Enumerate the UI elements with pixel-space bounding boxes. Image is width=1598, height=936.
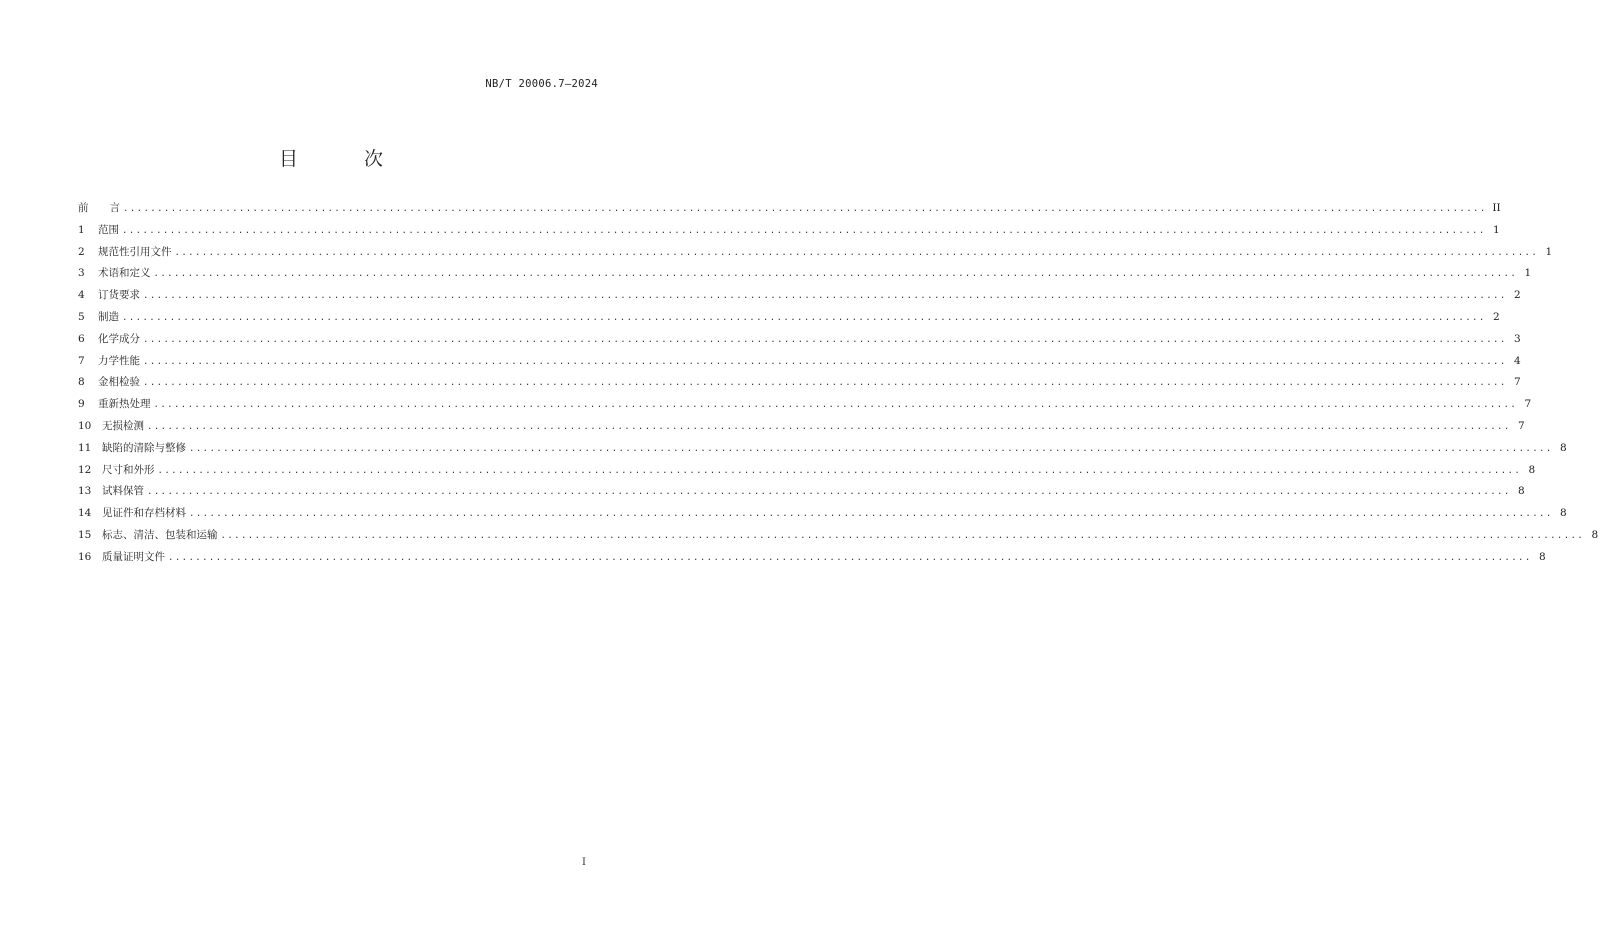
toc-entry-number: 11 [78, 441, 92, 454]
toc-entry-number: 7 [78, 354, 85, 367]
standard-code: NB/T 20006.7—2024 [485, 78, 598, 90]
toc-entry-label: 制造 [98, 310, 119, 323]
toc-entry-label: 规范性引用文件 [98, 245, 172, 258]
toc-entry-number: 16 [78, 550, 92, 563]
toc-entry-page: 8 [1518, 485, 1525, 498]
page-number: I [582, 857, 586, 868]
toc-entry[interactable] [78, 416, 1525, 438]
page-title: 目 次 [278, 148, 414, 170]
toc-entry[interactable] [78, 329, 1521, 351]
toc-leader-dots: ........................................................................................................................................................................................................ [147, 421, 1511, 432]
toc-entry[interactable] [78, 525, 1598, 547]
toc-entry-number: 14 [78, 507, 92, 520]
toc-entry-label: 前 言 [78, 202, 120, 214]
toc-entry-number: 9 [78, 398, 85, 411]
toc-entry-page: 8 [1539, 550, 1546, 563]
toc-entry[interactable] [78, 503, 1567, 525]
toc-leader-dots: ........................................................................................................................................................................................................ [147, 487, 1511, 498]
toc-leader-dots: ........................................................................................................................................................................................................ [123, 204, 1487, 214]
toc-entry[interactable] [78, 481, 1525, 503]
toc-entry-number: 5 [78, 310, 85, 323]
toc-entry[interactable] [78, 307, 1500, 329]
toc-entry-page: 7 [1514, 376, 1521, 389]
toc-leader-dots: ........................................................................................................................................................................................................ [143, 334, 1507, 345]
toc-entry-number: 4 [78, 289, 85, 302]
toc-entry-label: 缺陷的清除与整修 [102, 441, 186, 454]
toc-entry-number: 15 [78, 528, 92, 541]
toc-leader-dots: ........................................................................................................................................................................................................ [157, 465, 1522, 476]
toc-entry-page: 8 [1528, 463, 1536, 476]
toc-leader-dots: ........................................................................................................................................................................................................ [143, 291, 1507, 302]
toc-entry-number: 8 [78, 376, 85, 389]
toc-entry-page: 7 [1518, 419, 1525, 432]
toc-leader-dots: ........................................................................................................................................................................................................ [143, 356, 1507, 367]
toc-entry-page: 7 [1524, 398, 1532, 411]
toc-entry-label: 标志、清洁、包装和运输 [102, 528, 218, 541]
toc-leader-dots: ........................................................................................................................................................................................................ [174, 247, 1539, 258]
toc-entry[interactable] [78, 460, 1536, 482]
toc-entry-label: 金相检验 [98, 376, 140, 389]
toc-entry-label: 尺寸和外形 [102, 463, 155, 476]
toc-entry[interactable] [78, 438, 1567, 460]
toc-entry-label: 范围 [98, 223, 119, 236]
toc-entry-number: 6 [78, 332, 85, 345]
toc-entry-number: 10 [78, 419, 92, 432]
toc-entry-page: 4 [1514, 354, 1521, 367]
toc-leader-dots: ........................................................................................................................................................................................................ [122, 225, 1486, 236]
toc-entry-label: 见证件和存档材料 [102, 507, 186, 520]
toc-entry-label: 重新热处理 [98, 398, 151, 411]
toc-entry[interactable] [78, 263, 1532, 285]
toc-leader-dots: ........................................................................................................................................................................................................ [168, 552, 1532, 563]
toc-entry-page: 8 [1591, 528, 1598, 541]
toc-entry[interactable] [78, 198, 1501, 220]
toc-entry-page: 2 [1493, 310, 1500, 323]
toc-entry-page: 2 [1514, 289, 1521, 302]
toc-leader-dots: ........................................................................................................................................................................................................ [220, 530, 1585, 541]
toc-entry-page: 1 [1524, 267, 1532, 280]
toc-entry-page: 3 [1514, 332, 1521, 345]
toc-entry-label: 术语和定义 [98, 267, 151, 280]
toc-entry-label: 无损检测 [102, 419, 144, 432]
toc-leader-dots: ........................................................................................................................................................................................................ [143, 378, 1507, 389]
toc-entry-label: 质量证明文件 [102, 550, 165, 563]
toc-entry[interactable] [78, 285, 1521, 307]
toc-entry[interactable] [78, 220, 1500, 242]
toc-entry-number: 13 [78, 485, 92, 498]
toc-leader-dots: ........................................................................................................................................................................................................ [153, 400, 1518, 411]
toc-leader-dots: ........................................................................................................................................................................................................ [189, 509, 1553, 520]
toc-entry-label: 力学性能 [98, 354, 140, 367]
toc-entry[interactable] [78, 394, 1532, 416]
toc-entry-label: 订货要求 [98, 289, 140, 302]
toc-entry-page: 1 [1545, 245, 1553, 258]
toc-entry[interactable] [78, 351, 1521, 373]
toc-entry-page: 1 [1493, 223, 1500, 236]
toc-entry-label: 化学成分 [98, 332, 140, 345]
toc-entry[interactable] [78, 242, 1553, 264]
toc-entry-page: 8 [1560, 441, 1567, 454]
toc-entry-number: 1 [78, 223, 85, 236]
toc-entry-number: 2 [78, 245, 85, 258]
toc-leader-dots: ........................................................................................................................................................................................................ [189, 443, 1553, 454]
toc-entry[interactable] [78, 547, 1546, 569]
toc-leader-dots: ........................................................................................................................................................................................................ [153, 269, 1518, 280]
toc-entry-number: 12 [78, 463, 92, 476]
toc-entry[interactable] [78, 372, 1521, 394]
toc-entry-page: II [1492, 202, 1501, 214]
toc-leader-dots: ........................................................................................................................................................................................................ [122, 312, 1486, 323]
toc-entry-page: 8 [1560, 507, 1567, 520]
table-of-contents [78, 198, 1598, 569]
toc-entry-number: 3 [78, 267, 85, 280]
toc-entry-label: 试料保管 [102, 485, 144, 498]
